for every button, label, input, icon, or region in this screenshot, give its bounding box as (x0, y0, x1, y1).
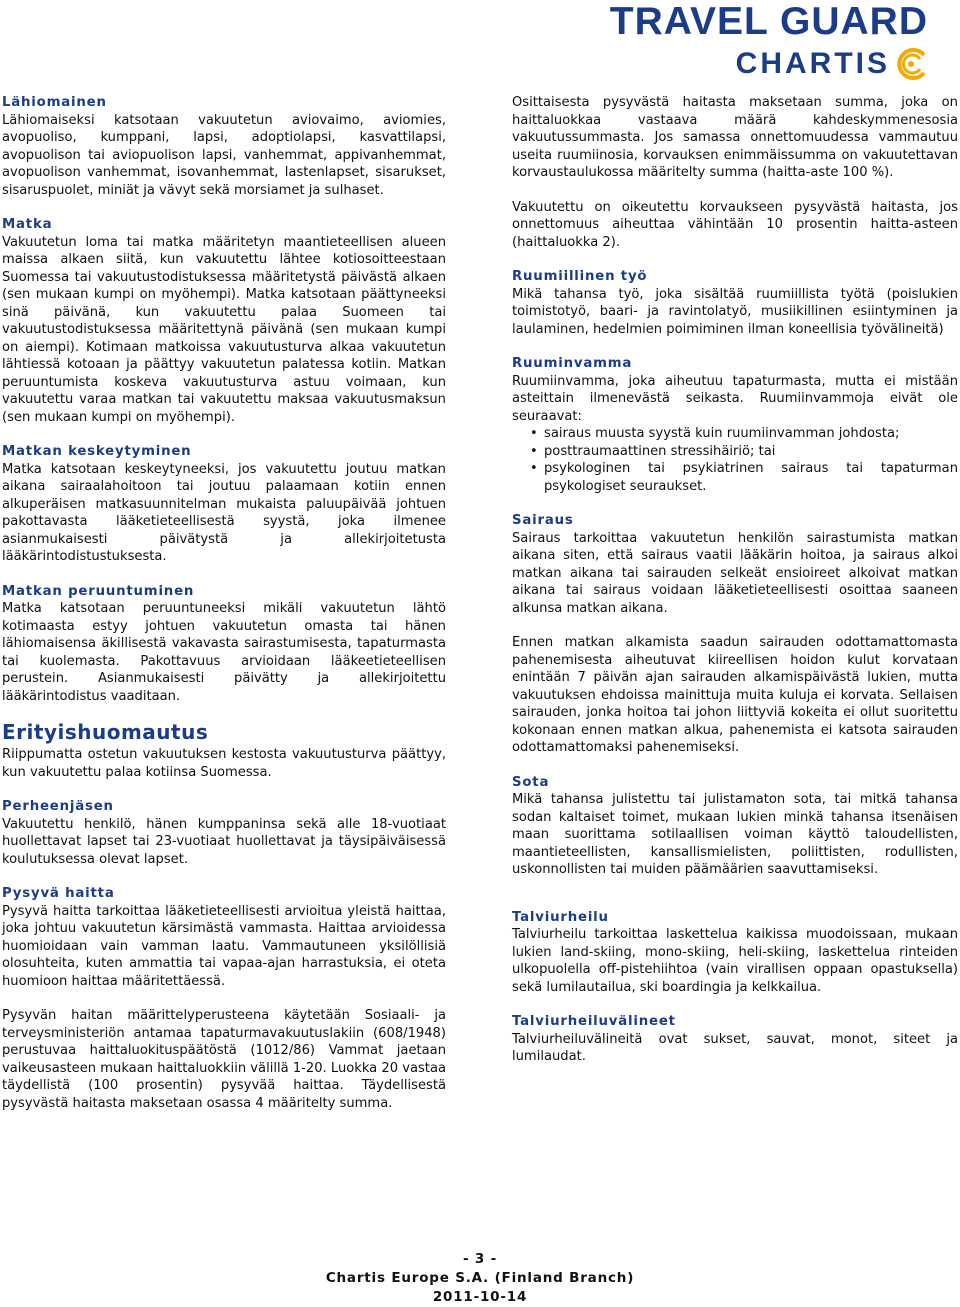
section-text-matkan-keskeytyminen: Matka katsotaan keskeytyneeksi, jos vakuutettu joutuu matkan aikana sairaalahoitoon tai joutuu palaamaan kotiin ennen alkuperäisen matkasuunnitelman mukaista paluupäivää johtuen pakottavasta lääketieteellisestä syystä, joka ilmenee asianmukaisesti päivätystä ja allekirjoitetusta lääkärintodistustuksesta. (2, 461, 446, 564)
section-text-talviurheiluvalineet: Talviurheiluvälineitä ovat sukset, sauvat, monot, siteet ja lumilaudat. (512, 1031, 958, 1064)
section-text-sairaus-1: Sairaus tarkoittaa vakuutetun henkilön sairastumista matkan aikana siten, että sairaus vaatii lääkärin hoitoa, ja sairaus alkoi matkan aikana tai sairauden selkeät ensioireet alkoivat matkan aikana tai sairaus voidaan lääketieteellisesti osoittaa saaneen alkunsa matkan aikana. (512, 530, 958, 616)
section-title-sota: Sota (512, 774, 550, 790)
section-text-ruumiillinen-tyo: Mikä tahansa työ, joka sisältää ruumiillista työtä (poislukien toimistotyö, baari- ja ravintolatyö, musiikillinen esiintyminen ja laulaminen, hedelmien poimiminen ilman koneellisia työvälineitä) (512, 286, 958, 337)
section-text-erityishuomautus: Riippumatta ostetun vakuutuksen kestosta vakuutusturva päättyy, kun vakuutettu palaa kotiinsa Suomessa. (2, 747, 446, 780)
section-title-ruumiillinen-tyo: Ruumiillinen työ (512, 269, 648, 284)
section-text-lahiomainen: Lähiomaiseksi katsotaan vakuutetun aviovaimo, aviomies, avopuoliso, kumppani, lapsi, adoptiolapsi, kasvattilapsi, avopuolison tai aviopuolison lapsi, vanhemmat, appivanhemmat, avopuolison vanhemmat, isovanhemmat, lastenlapset, sisarukset, sisaruspuolet, miniät ja vävyt sekä morsiamet ja sulhaset. (2, 112, 446, 198)
section-text-osittainen-haitta: Osittaisesta pysyvästä haitasta maksetaan summa, joka on haittaluokkaa vastaava määrä kahdeskymmenesosia vakuutussummasta. Jos samassa onnettomuudessa vammautuu useita ruumiinosia, korvauksen enimmäissumma on vakuutettavan korvaustaulukossa määritelty summa (haitta-aste 100 %). (512, 95, 958, 180)
left-column (2, 94, 446, 1112)
section-text-perheenjasen: Vakuutettu henkilö, hänen kumppaninsa sekä alle 18-vuotiaat huollettavat lapset tai 23-vuotiaat huollettavat ja täysipäiväisessä koulutuksessa olevat lapset. (2, 816, 446, 867)
list-item: • posttraumaattinen stressihäiriö; tai (530, 443, 776, 459)
section-title-talviurheiluvalineet: Talviurheiluvälineet (512, 1014, 676, 1029)
footer-company: Chartis Europe S.A. (Finland Branch) (325, 1270, 635, 1286)
logo-travel-guard-text: TRAVEL GUARD (609, 0, 928, 43)
section-text-sota: Mikä tahansa julistettu tai julistamaton sota, tai mitkä tahansa sodan kaltaiset toimet, mukaan lukien minkä tahansa itsenäisen maan suorittama sotilaallisen voiman käyttö taloudellisten, maantieteellisten, kansallismielisten, poliittisten, rodullisten, uskonnollisten tai muiden päämäärien saavuttamiseksi. (512, 792, 958, 877)
section-title-pysyva-haitta: Pysyvä haitta (2, 886, 115, 901)
section-text-sairaus-2: Ennen matkan alkamista saadun sairauden odottamattomasta pahenemisesta aiheutuvat kiireellisen hoidon kulut korvataan enintään 7 päivän ajan sairauden alkamispäivästä lukien, mutta vakuutuksen ehdoissa mainittuja muita kuluja ei korvata. Sellaisen sairauden, jonka hoitoa tai johon liittyviä kokeita ei ollut suoritettu kokonaan ennen matkan alkua, pahenemista ei katsota sairauden odottamattomaksi pahenemiseksi. (512, 635, 958, 755)
section-title-matka: Matka (2, 217, 53, 232)
bullet-icon: • (530, 443, 538, 459)
travel-guard-logo (610, 0, 928, 81)
section-title-erityishuomautus: Erityishuomautus (2, 720, 209, 744)
bullet-icon: • (530, 426, 538, 441)
section-text-pysyva-haitta-2: Pysyvän haitan määrittelyperusteena käytetään Sosiaali- ja terveysministeriön antamaa tapaturmavakuutuslakiin (608/1948) perustuvaa haittaluokituspäätöstä (1012/86) Vammat jaetaan vaikeusasteen mukaan haittaluokkiin välillä 1-20. Luokka 20 vastaa täydellistä (100 prosentin) pysyvää haittaa. Täydellisestä pysyvästä haitasta maksetaan osassa 4 määritelty summa. (2, 1008, 446, 1111)
section-text-matkan-peruuntuminen: Matka katsotaan peruuntuneeksi mikäli vakuutetun lähtö kotimaasta estyy johtuen vakuutetun omasta tai hänen lähiomaisensa äkillisestä vakavasta sairastumisesta, tapaturmasta tai kuolemasta. Pakottavuus arvioidaan lääkeetieteellisen perustein. Asianmukaisesti päivätty ja allekirjoitettu lääkärintodistus vaaditaan. (2, 601, 446, 704)
section-text-matka: Vakuutetun loma tai matka määritetyn maantieteellisen alueen maissa alkaen siitä, kun vakuutettu lähtee kotiosoitteestaan Suomessa tai vakuutustodistuksessa määritetystä päivästä alkaen (sen mukaan kumpi on myöhempi). Matka katsotaan päättyneeksi sinä päivänä, kun vakuutettu palaa Suomeen tai vakuutustodistuksessa määritettynä päivänä (sen mukaan kumpi on aiempi). Kotimaan matkoissa vakuutusturva alkaa vakuutetun lähtiessä kotoaan ja päättyy vakuutetun palatessa kotiin. Matkan peruuntumista koskeva vakuutusturva astuu voimaan, kun vakuutettu varaa matkan tai vakuutettu maksaa vakuutusmaksun (sen mukaan kumpi on myöhempi). (2, 234, 446, 425)
section-text-ruuminvamma: Ruumiinvamma, joka aiheutuu tapaturmasta, mutta ei mistään asteittain ilmenevästä seikasta. Ruumiinvammoja eivät ole seuraavat: (512, 373, 958, 424)
page-number: - 3 - (463, 1251, 497, 1267)
section-title-matkan-peruuntuminen: Matkan peruuntuminen (2, 583, 195, 599)
ruuminvamma-exclusions-list (512, 425, 958, 495)
bullet-icon: • (530, 461, 538, 476)
section-title-matkan-keskeytyminen: Matkan keskeytyminen (2, 444, 192, 459)
section-title-lahiomainen: Lähiomainen (2, 95, 107, 110)
right-column (512, 94, 958, 1066)
logo-chartis-text: CHARTIS (735, 47, 890, 80)
section-title-perheenjasen: Perheenjäsen (2, 799, 114, 814)
section-title-ruuminvamma: Ruuminvamma (512, 356, 633, 371)
list-item: • psykologinen tai psykiatrinen sairaus tai tapaturman psykologiset seuraukset. (530, 461, 958, 494)
section-text-talviurheilu: Talviurheilu tarkoittaa laskettelua kaikissa muodoissaan, mukaan lukien land-skiing, mono-skiing, heli-skiing, laskettelua rinteiden ulkopuolella off-pistehiihtoa (vain virallisen oppaan opastuksella) sekä lumilautailua, ski boardingia ja kelkkailua. (512, 927, 958, 995)
section-title-sairaus: Sairaus (512, 513, 574, 528)
section-text-pysyva-haitta-1: Pysyvä haitta tarkoittaa lääketieteellisesti arvioitua yleistä haittaa, joka johtuu vakuutetun kärsimästä vammasta. Haittaa arvioidessa huomioidaan vain vamman laatu. Vammautuneen yksilöllisiä olosuhteita, kuten ammattia tai vapaa-ajan harrastuksia, ei oteta huomioon haittaa määritettäessä. (2, 903, 446, 989)
list-item: • sairaus muusta syystä kuin ruumiinvamman johdosta; (530, 426, 900, 441)
footer-date: 2011-10-14 (432, 1289, 528, 1305)
section-title-talviurheilu: Talviurheilu (512, 909, 609, 925)
chartis-swirl-icon (894, 47, 928, 81)
section-text-oikeus-korvaukseen: Vakuutettu on oikeutettu korvaukseen pysyvästä haitasta, jos onnettomuus aiheuttaa vähintään 10 prosentin haitta-asteen (haittaluokka 2). (512, 199, 958, 250)
